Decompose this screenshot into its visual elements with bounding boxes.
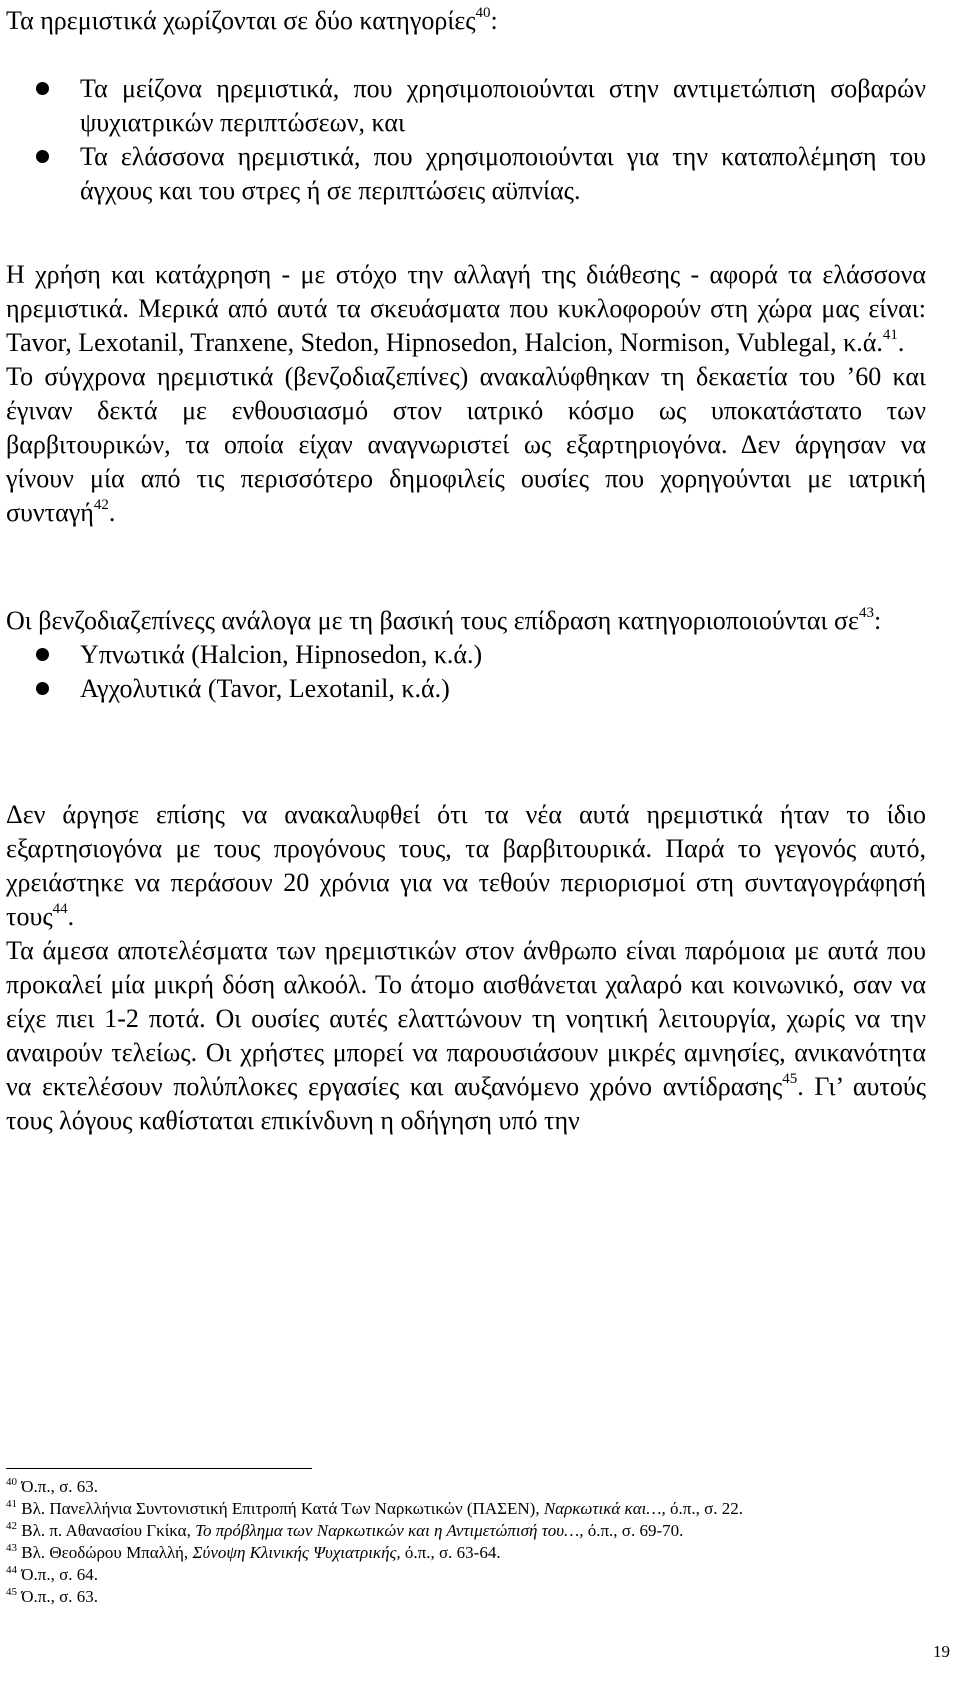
footnote-separator (6, 1468, 312, 1469)
footnote-42: $^{42}$ Βλ. π. Αθανασίου Γκίκα, Το πρόβλημα των Ναρκωτικών και η Αντιμετώπισή του…, ό.π., σ. 69-70. (6, 1520, 684, 1540)
bullet-icon (36, 682, 49, 695)
bullet-icon (36, 82, 49, 95)
footnote-ref-41: 41 (882, 327, 898, 343)
paragraph-addictive: Δεν άργησε επίσης να ανακαλυφθεί ότι τα νέα αυτά ηρεμιστικά ήταν το ίδιο εξαρτησιογόνα με τους προγόνους τους, τα βαρβιτουρικά. Παρά το γεγονός αυτό, χρειάστηκε να περάσουν 20 χρόνια για να τεθούν περιορισμοί στη συνταγογράφησή τους$^{44}$. (6, 800, 926, 931)
category-list-block (6, 72, 926, 208)
category-list (6, 72, 926, 208)
footnote-ref-40: 40 (475, 5, 491, 21)
use-paragraph-block (6, 258, 926, 530)
footnote-40: $^{40}$ Ό.π., σ. 63. (6, 1476, 99, 1496)
footnote-43: $^{43}$ Βλ. Θεοδώρου Μπαλλή, Σύνοψη Κλινικής Ψυχιατρικής, ό.π., σ. 63-64. (6, 1542, 501, 1562)
list-item: Υπνωτικά (Halcion, Hipnosedon, κ.ά.) (6, 638, 926, 672)
list-item: Τα ελάσσονα ηρεμιστικά, που χρησιμοποιούνται για την καταπολέμηση του άγχους και του στρες ή σε περιπτώσεις αϋπνίας. (6, 140, 926, 208)
addictive-block (6, 798, 926, 1138)
footnotes (6, 1476, 926, 1608)
list-item: Τα μείζονα ηρεμιστικά, που χρησιμοποιούνται στην αντιμετώπιση σοβαρών ψυχιατρικών περιπτώσεων, και (6, 72, 926, 140)
benzo-block (6, 604, 926, 706)
footnote-ref-45: 45 (782, 1071, 798, 1087)
bullet-icon (36, 648, 49, 661)
list-item: Αγχολυτικά (Tavor, Lexotanil, κ.ά.) (6, 672, 926, 706)
footnote-41: $^{41}$ Βλ. Πανελλήνια Συντονιστική Επιτροπή Κατά Των Ναρκωτικών (ΠΑΣΕΝ), Ναρκωτικά και…, ό.π., σ. 22. (6, 1498, 743, 1518)
paragraph-benzo: Οι βενζοδιαζεπίνεςς ανάλογα με τη βασική τους επίδραση κατηγοριοποιούνται $\sigma\varepsilon^{43}$: (6, 605, 882, 635)
paragraph-modern: Το σύγχρονα ηρεμιστικά (βενζοδιαζεπίνες) ανακαλύφθηκαν τη δεκαετία του ’60 και έγιναν δεκτά με ενθουσιασμό στον ιατρικό κόσμο ως υποκατάστατο των βαρβιτουρικών, τα οποία είχαν αναγνωριστεί ως εξαρτηριογόνα. Δεν άργησαν να γίνουν μία από τις περισσότερο δημοφιλείς ουσίες που χορηγούνται με ιατρική συνταγή$^{42}$. (6, 362, 926, 527)
paragraph-effects: Τα άμεσα αποτελέσματα των ηρεμιστικών στον άνθρωπο είναι παρόμοια με αυτά που προκαλεί μία μικρή δόση αλκοόλ. Το άτομο αισθάνεται χαλαρό και κοινωνικό, σαν να είχε πιει 1-2 ποτά. Οι ουσίες αυτές ελαττώνουν τη νοητική λειτουργία, χωρίς να την αναιρούν τελείως. Οι χρήστες μπορεί να παρουσιάσουν μικρές αμνησίες, ανικανότητα να εκτελέσουν πολύπλοκες εργασίες και αυξανόμενο χρόνο αντίδρασης$^{45}$. Γι’ αυτούς τους λόγους καθίσταται επικίνδυνη η οδήγηση υπό την (6, 936, 927, 1135)
paragraph-use: Η χρήση και κατάχρηση - με στόχο την αλλαγή της διάθεσης - αφορά τα ελάσσονα ηρεμιστικά. Μερικά από αυτά τα σκευάσματα που κυκλοφορούν στη χώρα μας είναι: Tavor, Lexotanil, Tranxene, Stedon, Hipnosedon, Halcion, Normison, Vublegal, κ.ά.$^{41}$. (6, 260, 926, 357)
page-number: 19 (933, 1642, 950, 1661)
benzo-type-list (6, 638, 926, 706)
footnote-44: $^{44}$ Ό.π., σ. 64. (6, 1564, 99, 1584)
intro-line: Τα ηρεμιστικά χωρίζονται σε δύο κατηγορίες$^{40}$: (6, 5, 498, 35)
footnote-45: $^{45}$ Ό.π., σ. 63. (6, 1586, 99, 1606)
body-text (6, 4, 926, 38)
bullet-icon (36, 150, 49, 163)
footnote-ref-44: 44 (52, 901, 68, 917)
footnote-ref-43: 43 (858, 605, 874, 621)
footnote-ref-42: 42 (93, 497, 109, 513)
